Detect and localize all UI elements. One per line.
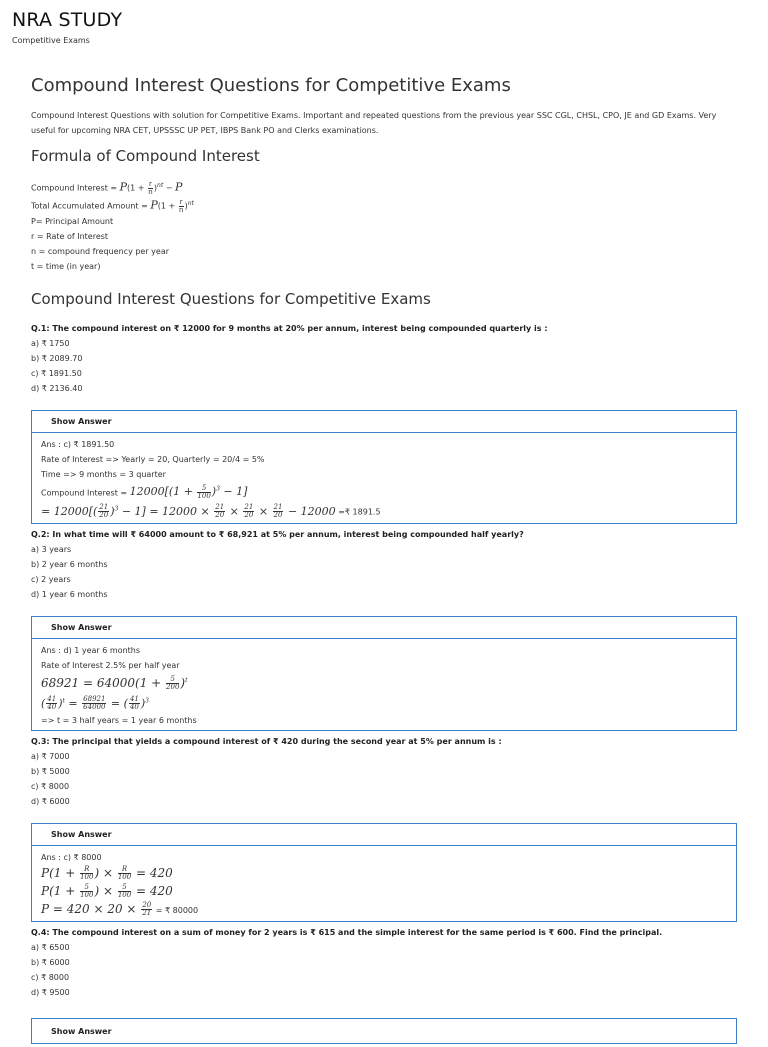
site-tagline: Competitive Exams — [12, 36, 90, 45]
question-3 — [31, 734, 737, 922]
question-text: Q.2: In what time will ₹ 64000 amount to ₹ 68,921 at 5% per annum, interest being compounded half yearly? — [31, 529, 524, 539]
option-b: b) 2 year 6 months — [31, 559, 108, 569]
show-answer-button[interactable]: Show Answer — [31, 616, 737, 639]
option-a: a) ₹ 6500 — [31, 942, 70, 952]
total-amount-formula: Total Accumulated Amount = P(1 + $\frac{r}{n}$ )$^{nt}$ — [31, 197, 194, 214]
question-1 — [31, 321, 737, 524]
answer-math: P(1 + $\frac{R}{100}$ ) × $\frac{R}{100}$ = 420 — [41, 864, 173, 881]
option-d: d) ₹ 9500 — [31, 987, 70, 997]
answer-line: Ans : c) ₹ 8000 — [41, 852, 102, 862]
answer-body — [31, 639, 737, 731]
option-a: a) ₹ 1750 — [31, 338, 70, 348]
answer-body — [31, 846, 737, 922]
option-d: d) ₹ 6000 — [31, 796, 70, 806]
show-answer-button[interactable]: Show Answer — [31, 823, 737, 846]
answer-math: Compound Interest = 12000[(1 + $\frac{5}{100}$ )$^3$ − 1] — [41, 483, 248, 500]
article-content — [31, 74, 737, 1047]
answer-panel — [31, 616, 737, 731]
r-definition: r = Rate of Interest — [31, 231, 109, 241]
answer-panel — [31, 823, 737, 922]
site-header — [12, 8, 122, 45]
t-definition: t = time (in year) — [31, 262, 101, 272]
option-b: b) ₹ 5000 — [31, 766, 70, 776]
option-c: c) 2 years — [31, 574, 71, 584]
answer-body — [31, 433, 737, 524]
option-c: c) ₹ 8000 — [31, 781, 70, 791]
option-c: c) ₹ 1891.50 — [31, 368, 82, 378]
answer-line: => t = 3 half years = 1 year 6 months — [41, 715, 197, 725]
site-title[interactable]: NRA STUDY — [12, 9, 123, 31]
page-title: Compound Interest Questions for Competitive Exams — [31, 75, 511, 96]
question-text: Q.1: The compound interest on ₹ 12000 for 9 months at 20% per annum, interest being compounded quarterly is : — [31, 323, 548, 333]
answer-line: Rate of Interest => Yearly = 20, Quarterly = 20/4 = 5% — [41, 454, 265, 464]
option-a: a) 3 years — [31, 544, 72, 554]
question-2 — [31, 527, 737, 731]
option-d: d) 1 year 6 months — [31, 589, 108, 599]
answer-math: ( $\frac{41}{40}$ )$^t$ = $\frac{68921}{64000}$ = ( $\frac{41}{40}$ )$^3$ — [41, 695, 149, 711]
intro-paragraph: Compound Interest Questions with solution for Competitive Exams. Important and repeated questions from the previous year SSC CGL, CHSL, CPO, JE and GD Exams. Very useful for upcoming NRA CET, UPSSSC UP PET, IBPS Bank PO and Clerks examinations. — [31, 111, 717, 135]
questions-heading: Compound Interest Questions for Competitive Exams — [31, 289, 431, 308]
answer-math: = 12000[( $\frac{21}{20}$ )$^3$ − 1] = 12000 × $\frac{21}{20}$ × $\frac{21}{20}$ × $\frac{21}{20}$ − 12000 =₹ 1891.5 — [41, 503, 381, 520]
show-answer-button[interactable]: Show Answer — [31, 1018, 737, 1044]
answer-math: P(1 + $\frac{5}{100}$ ) × $\frac{5}{100}$ = 420 — [41, 882, 173, 899]
formula-block — [31, 178, 737, 275]
answer-panel — [31, 1018, 737, 1044]
answer-line: Ans : c) ₹ 1891.50 — [41, 439, 115, 449]
answer-line: Ans : d) 1 year 6 months — [41, 645, 141, 655]
option-b: b) ₹ 6000 — [31, 957, 70, 967]
option-b: b) ₹ 2089.70 — [31, 353, 83, 363]
answer-panel — [31, 410, 737, 524]
show-answer-button[interactable]: Show Answer — [31, 410, 737, 433]
answer-line: Rate of Interest 2.5% per half year — [41, 660, 180, 670]
p-definition: P= Principal Amount — [31, 216, 114, 226]
formula-heading: Formula of Compound Interest — [31, 147, 260, 165]
question-text: Q.4: The compound interest on a sum of money for 2 years is ₹ 615 and the simple interest for the same period is ₹ 600. Find the principal. — [31, 927, 663, 937]
option-c: c) ₹ 8000 — [31, 972, 70, 982]
option-a: a) ₹ 7000 — [31, 751, 70, 761]
compound-interest-formula: Compound Interest = P(1 + $\frac{r}{n}$ )$^{nt}$ − P — [31, 179, 183, 196]
question-text: Q.3: The principal that yields a compound interest of ₹ 420 during the second year at 5% per annum is : — [31, 736, 502, 746]
answer-math: 68921 = 64000(1 + $\frac{5}{200}$ )$^t$ — [41, 674, 188, 691]
answer-line: Time => 9 months = 3 quarter — [41, 469, 166, 479]
option-d: d) ₹ 2136.40 — [31, 383, 83, 393]
answer-math: P = 420 × 20 × $\frac{20}{21}$ = ₹ 80000 — [41, 900, 199, 917]
question-4 — [31, 925, 737, 1044]
n-definition: n = compound frequency per year — [31, 247, 170, 257]
